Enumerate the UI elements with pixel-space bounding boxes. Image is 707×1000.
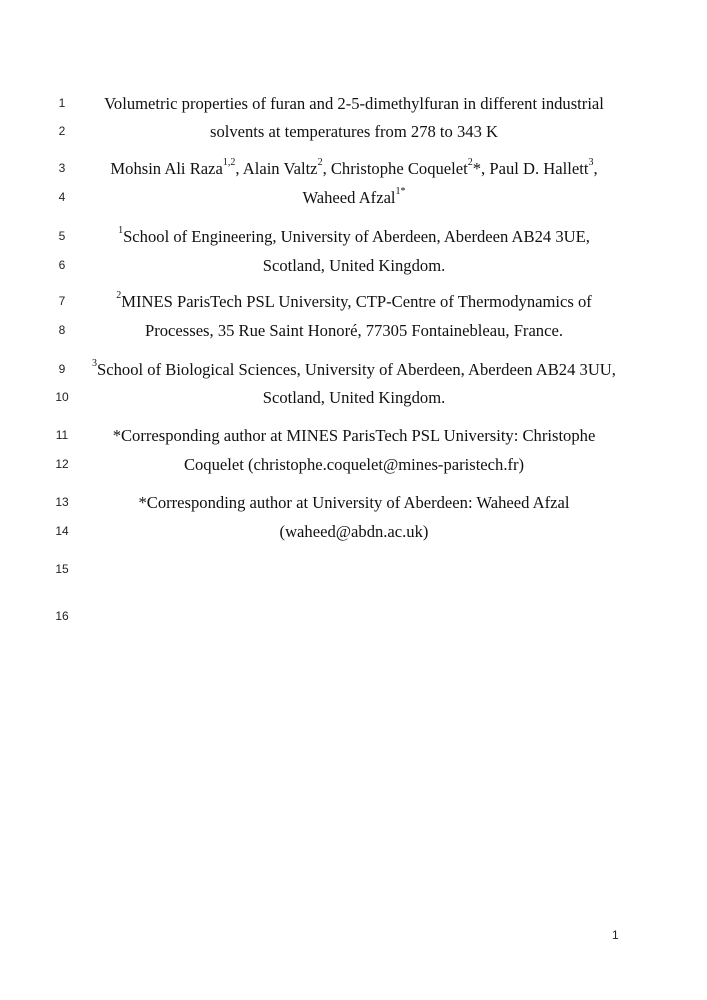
line-number: 3 <box>58 161 66 175</box>
page-number: 1 <box>612 928 619 942</box>
line-number: 2 <box>58 124 66 138</box>
superscript: 2 <box>317 157 323 168</box>
line-number: 8 <box>58 323 66 337</box>
superscript: 1,2 <box>222 157 236 168</box>
line-number: 15 <box>55 562 69 576</box>
line-number: 6 <box>58 258 66 272</box>
text-line <box>90 455 618 475</box>
text-segment: Processes, 35 Rue Saint Honoré, 77305 Fontainebleau, France. <box>145 321 563 340</box>
text-line <box>90 159 618 179</box>
line-number: 9 <box>58 362 66 376</box>
text-line <box>90 188 618 208</box>
text-segment: Scotland, United Kingdom. <box>262 256 446 275</box>
text-segment: Mohsin Ali Raza <box>110 159 223 178</box>
line-number: 14 <box>55 524 69 538</box>
text-line <box>90 388 618 408</box>
text-segment: *Corresponding author at University of Aberdeen: Waheed Afzal <box>138 493 570 512</box>
superscript: 1 <box>118 225 124 236</box>
text-segment: Volumetric properties of furan and 2-5-dimethylfuran in different industrial <box>104 94 604 113</box>
line-number: 13 <box>55 495 69 509</box>
line-number: 10 <box>55 390 69 404</box>
text-segment: Coquelet (christophe.coquelet@mines-paristech.fr) <box>183 455 525 474</box>
line-number: 7 <box>58 294 66 308</box>
text-line <box>90 256 618 276</box>
line-number: 12 <box>55 457 69 471</box>
text-segment: solvents at temperatures from 278 to 343 K <box>209 122 499 141</box>
line-number: 1 <box>58 96 66 110</box>
text-segment: , Christophe Coquelet <box>322 159 468 178</box>
text-segment: (waheed@abdn.ac.uk) <box>279 522 429 541</box>
text-segment: *, Paul D. Hallett <box>472 159 589 178</box>
text-line <box>90 321 618 341</box>
text-segment: Waheed Afzal <box>302 188 396 207</box>
line-number: 16 <box>55 609 69 623</box>
text-segment: School of Biological Sciences, University of Aberdeen, Aberdeen AB24 3UU, <box>97 360 616 379</box>
text-line <box>90 292 618 312</box>
text-segment: MINES ParisTech PSL University, CTP-Centre of Thermodynamics of <box>121 292 592 311</box>
text-segment: , <box>593 159 598 178</box>
superscript: 3 <box>92 358 98 369</box>
superscript: 1* <box>395 186 406 197</box>
text-line <box>90 522 618 542</box>
superscript: 2 <box>467 157 473 168</box>
text-segment: , Alain Valtz <box>235 159 318 178</box>
text-segment: *Corresponding author at MINES ParisTech PSL University: Christophe <box>112 426 596 445</box>
text-segment: School of Engineering, University of Aberdeen, Aberdeen AB24 3UE, <box>123 227 590 246</box>
text-line <box>90 360 618 380</box>
line-number: 4 <box>58 190 66 204</box>
line-number: 5 <box>58 229 66 243</box>
line-number: 11 <box>55 428 69 442</box>
superscript: 2 <box>116 290 122 301</box>
text-line <box>90 493 618 513</box>
superscript: 3 <box>588 157 594 168</box>
text-line <box>90 122 618 142</box>
text-segment: Scotland, United Kingdom. <box>262 388 446 407</box>
text-line <box>90 426 618 446</box>
text-line <box>90 94 618 114</box>
text-line <box>90 227 618 247</box>
